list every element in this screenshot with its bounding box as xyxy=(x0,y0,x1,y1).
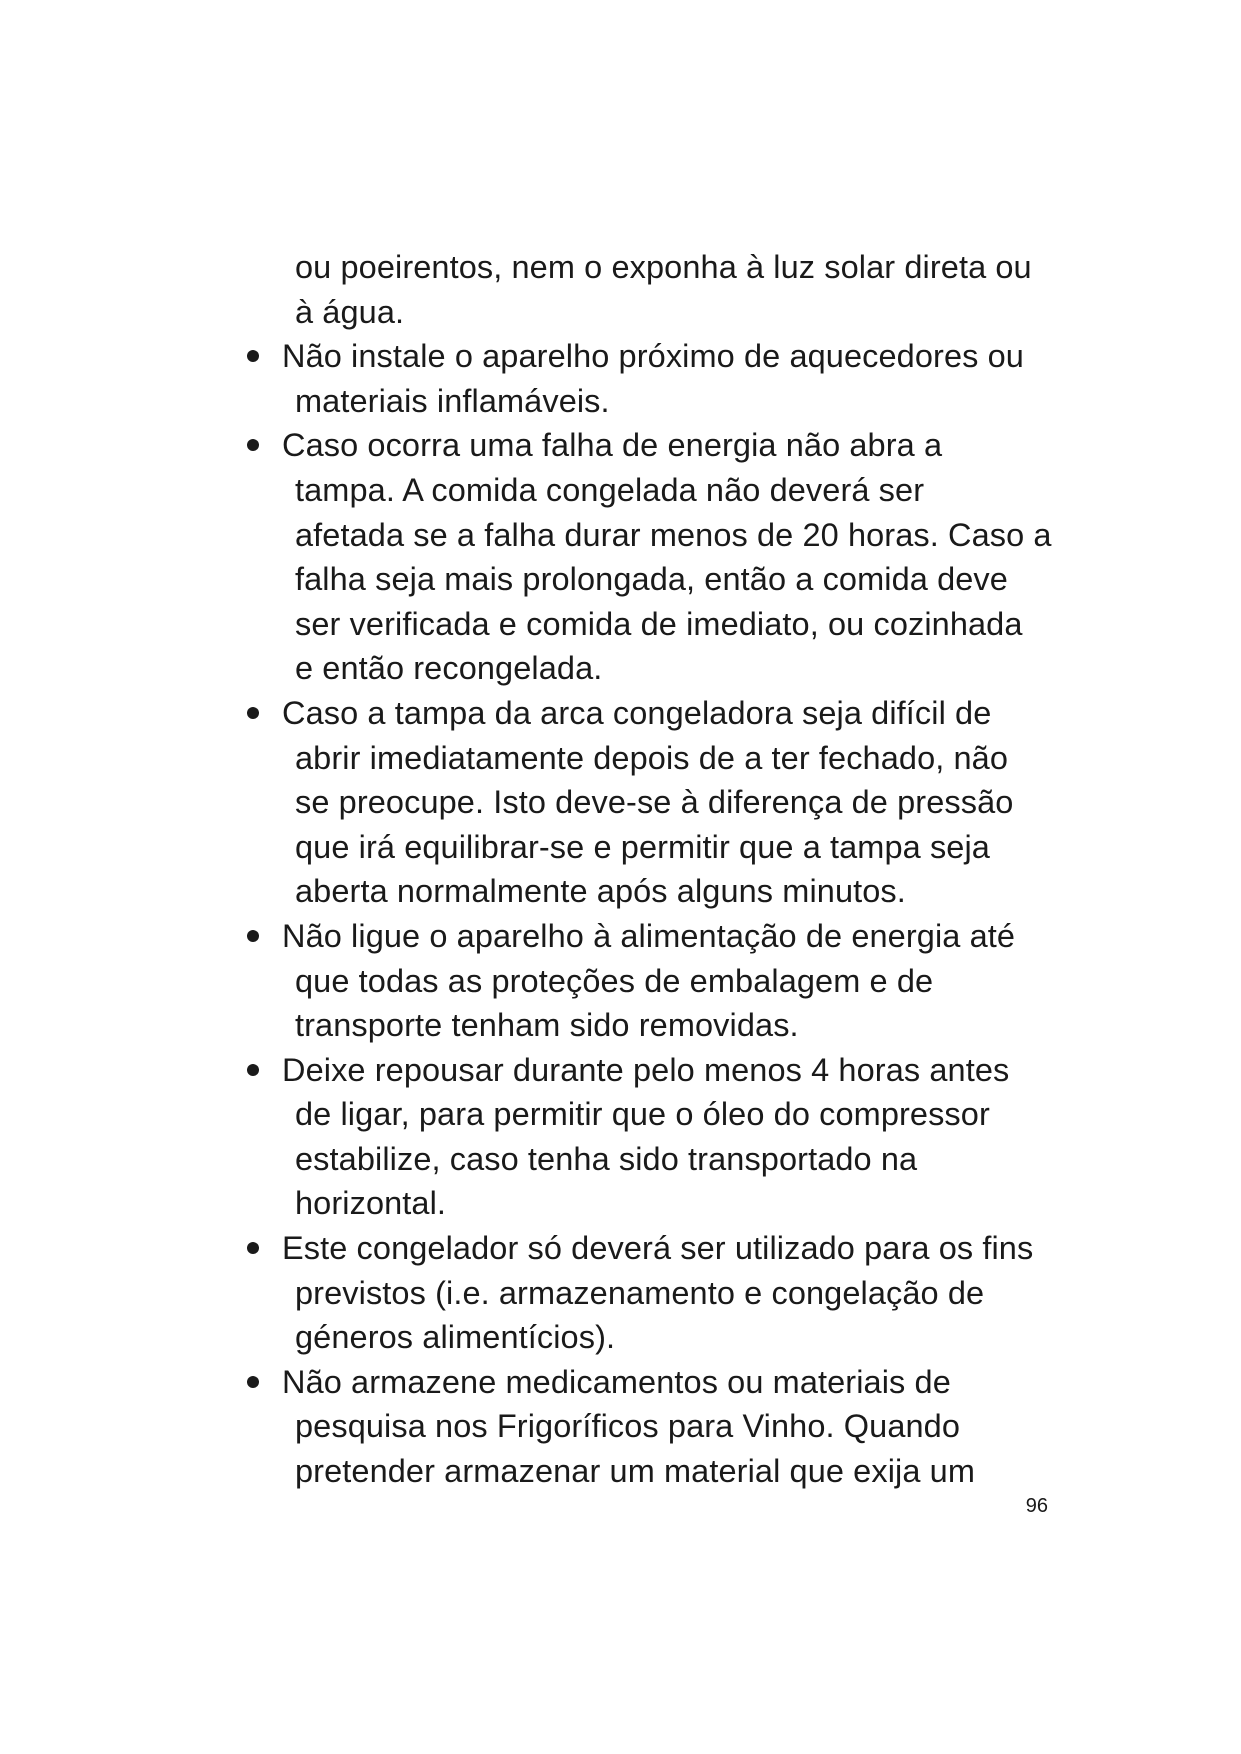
bullet-item xyxy=(245,1048,1045,1226)
bullet-text-line: abrir imediatamente depois de a ter fechado, não xyxy=(295,739,1009,776)
bullet-item xyxy=(245,1360,1045,1494)
bullet-icon xyxy=(247,1376,259,1388)
bullet-text-line: afetada se a falha durar menos de 20 horas. Caso a xyxy=(295,516,1052,553)
bullet-item xyxy=(245,423,1052,691)
bullet-text-line: tampa. A comida congelada não deverá ser xyxy=(295,471,925,508)
bullet-text-line: que todas as proteções de embalagem e de xyxy=(295,962,934,999)
continuation-line: à água. xyxy=(295,293,405,330)
bullet-text-line: materiais inflamáveis. xyxy=(295,382,610,419)
bullet-item xyxy=(245,914,1045,1048)
bullet-icon xyxy=(247,930,259,942)
bullet-text: Não ligue o aparelho à alimentação de energia até xyxy=(282,917,1016,954)
bullet-icon xyxy=(247,707,259,719)
bullet-text-line: aberta normalmente após alguns minutos. xyxy=(295,873,906,910)
bullet-text: Não instale o aparelho próximo de aquecedores ou xyxy=(282,338,1024,375)
bullet-text: Este congelador só deverá ser utilizado para os fins xyxy=(282,1230,1034,1267)
bullet-text: Caso ocorra uma falha de energia não abra a xyxy=(282,427,943,464)
bullet-icon xyxy=(247,439,259,451)
bullet-text: Deixe repousar durante pelo menos 4 horas antes xyxy=(282,1051,1010,1088)
bullet-text-line: transporte tenham sido removidas. xyxy=(295,1007,799,1044)
bullet-item xyxy=(245,334,1045,423)
bullet-text-line: pesquisa nos Frigoríficos para Vinho. Quando xyxy=(295,1408,961,1445)
bullet-text-line: horizontal. xyxy=(295,1185,447,1222)
bullet-text: Caso a tampa da arca congeladora seja difícil de xyxy=(282,694,992,731)
bullet-icon xyxy=(247,1064,259,1076)
bullet-text-line: de ligar, para permitir que o óleo do compressor xyxy=(295,1096,990,1133)
bullet-text-line: e então recongelada. xyxy=(295,650,603,687)
bullet-text-line: géneros alimentícios). xyxy=(295,1319,616,1356)
bullet-icon xyxy=(247,1242,259,1254)
bullet-icon xyxy=(247,350,259,362)
page-body xyxy=(245,245,1052,1494)
bullet-text-line: que irá equilibrar-se e permitir que a tampa seja xyxy=(295,828,990,865)
bullet-item xyxy=(245,691,1045,914)
bullet-text-line: estabilize, caso tenha sido transportado na xyxy=(295,1140,918,1177)
bullet-text-line: previstos (i.e. armazenamento e congelação de xyxy=(295,1274,985,1311)
bullet-text-line: ser verificada e comida de imediato, ou cozinhada xyxy=(295,605,1023,642)
bullet-text-line: se preocupe. Isto deve-se à diferença de pressão xyxy=(295,784,1014,821)
page-number: 96 xyxy=(1025,1495,1048,1517)
bullet-text-line: pretender armazenar um material que exija um xyxy=(295,1453,975,1490)
bullet-text-line: falha seja mais prolongada, então a comida deve xyxy=(295,561,1008,598)
bullet-item xyxy=(245,1226,1045,1360)
continuation-line: ou poeirentos, nem o exponha à luz solar direta ou xyxy=(295,249,1032,285)
bullet-text: Não armazene medicamentos ou materiais de xyxy=(282,1363,951,1400)
